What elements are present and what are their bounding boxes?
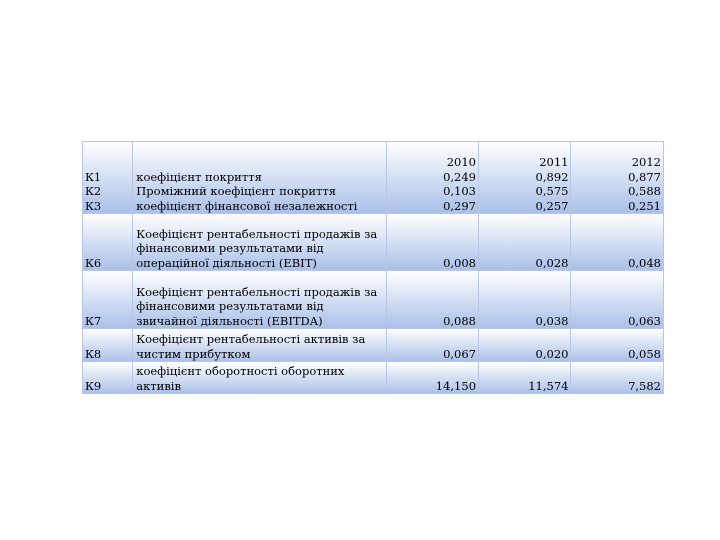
code-k1: К1 — [85, 169, 102, 184]
column-header-2010: 2010 — [446, 155, 477, 169]
table-row — [83, 362, 664, 394]
value-cell: 0,297 — [443, 198, 477, 213]
value-cell: 0,008 — [386, 214, 478, 271]
value-cell: 0,058 — [571, 329, 664, 362]
label-k6: Коефіцієнт рентабельності продажів за фінансовими результатами від операційної діяльності (EBIT) — [133, 214, 386, 271]
value-cell: 0,588 — [628, 184, 661, 198]
value-cell: 14,150 — [386, 362, 478, 394]
code-k7: К7 — [83, 271, 133, 329]
value-cell: 0,028 — [479, 214, 571, 271]
value-cell: 0,257 — [535, 198, 569, 213]
value-cell: 0,063 — [571, 271, 664, 329]
code-cell — [83, 142, 133, 214]
column-header-2012: 2012 — [631, 155, 661, 169]
label-cell — [133, 142, 386, 214]
value-cell: 0,103 — [443, 184, 477, 198]
label-k7: Коефіцієнт рентабельності продажів за фінансовими результатами від звичайної діяльності (EBITDA) — [133, 271, 386, 329]
table-row — [83, 142, 664, 214]
value-cell: 0,020 — [479, 329, 571, 362]
value-cell: 0,251 — [628, 198, 661, 213]
column-header-2011: 2011 — [539, 155, 569, 169]
col-2010 — [386, 142, 478, 214]
table-row — [83, 329, 664, 362]
code-k9: К9 — [83, 362, 133, 394]
value-cell: 0,038 — [479, 271, 571, 329]
indicators-table — [82, 141, 664, 394]
label-k9: коефіцієнт оборотності оборотних активів — [133, 362, 386, 394]
value-cell: 0,892 — [535, 169, 569, 184]
value-cell: 0,249 — [443, 169, 477, 184]
col-2012 — [571, 142, 664, 214]
value-cell: 0,067 — [386, 329, 478, 362]
value-cell: 0,877 — [628, 169, 661, 184]
table-row — [83, 214, 664, 271]
code-k3: К3 — [85, 198, 102, 213]
value-cell: 0,048 — [571, 214, 664, 271]
table-row — [83, 271, 664, 329]
value-cell: 7,582 — [571, 362, 664, 394]
label-k1: коефіцієнт покриття — [136, 169, 262, 184]
code-k6: К6 — [83, 214, 133, 271]
label-k8: Коефіцієнт рентабельності активів за чистим прибутком — [133, 329, 386, 362]
col-2011 — [479, 142, 571, 214]
label-k2: Проміжний коефіцієнт покриття — [136, 184, 336, 198]
value-cell: 0,088 — [386, 271, 478, 329]
code-k2: К2 — [85, 184, 102, 198]
value-cell: 11,574 — [479, 362, 571, 394]
value-cell: 0,575 — [535, 184, 569, 198]
code-k8: К8 — [83, 329, 133, 362]
label-k3: коефіцієнт фінансової незалежності — [136, 198, 358, 213]
